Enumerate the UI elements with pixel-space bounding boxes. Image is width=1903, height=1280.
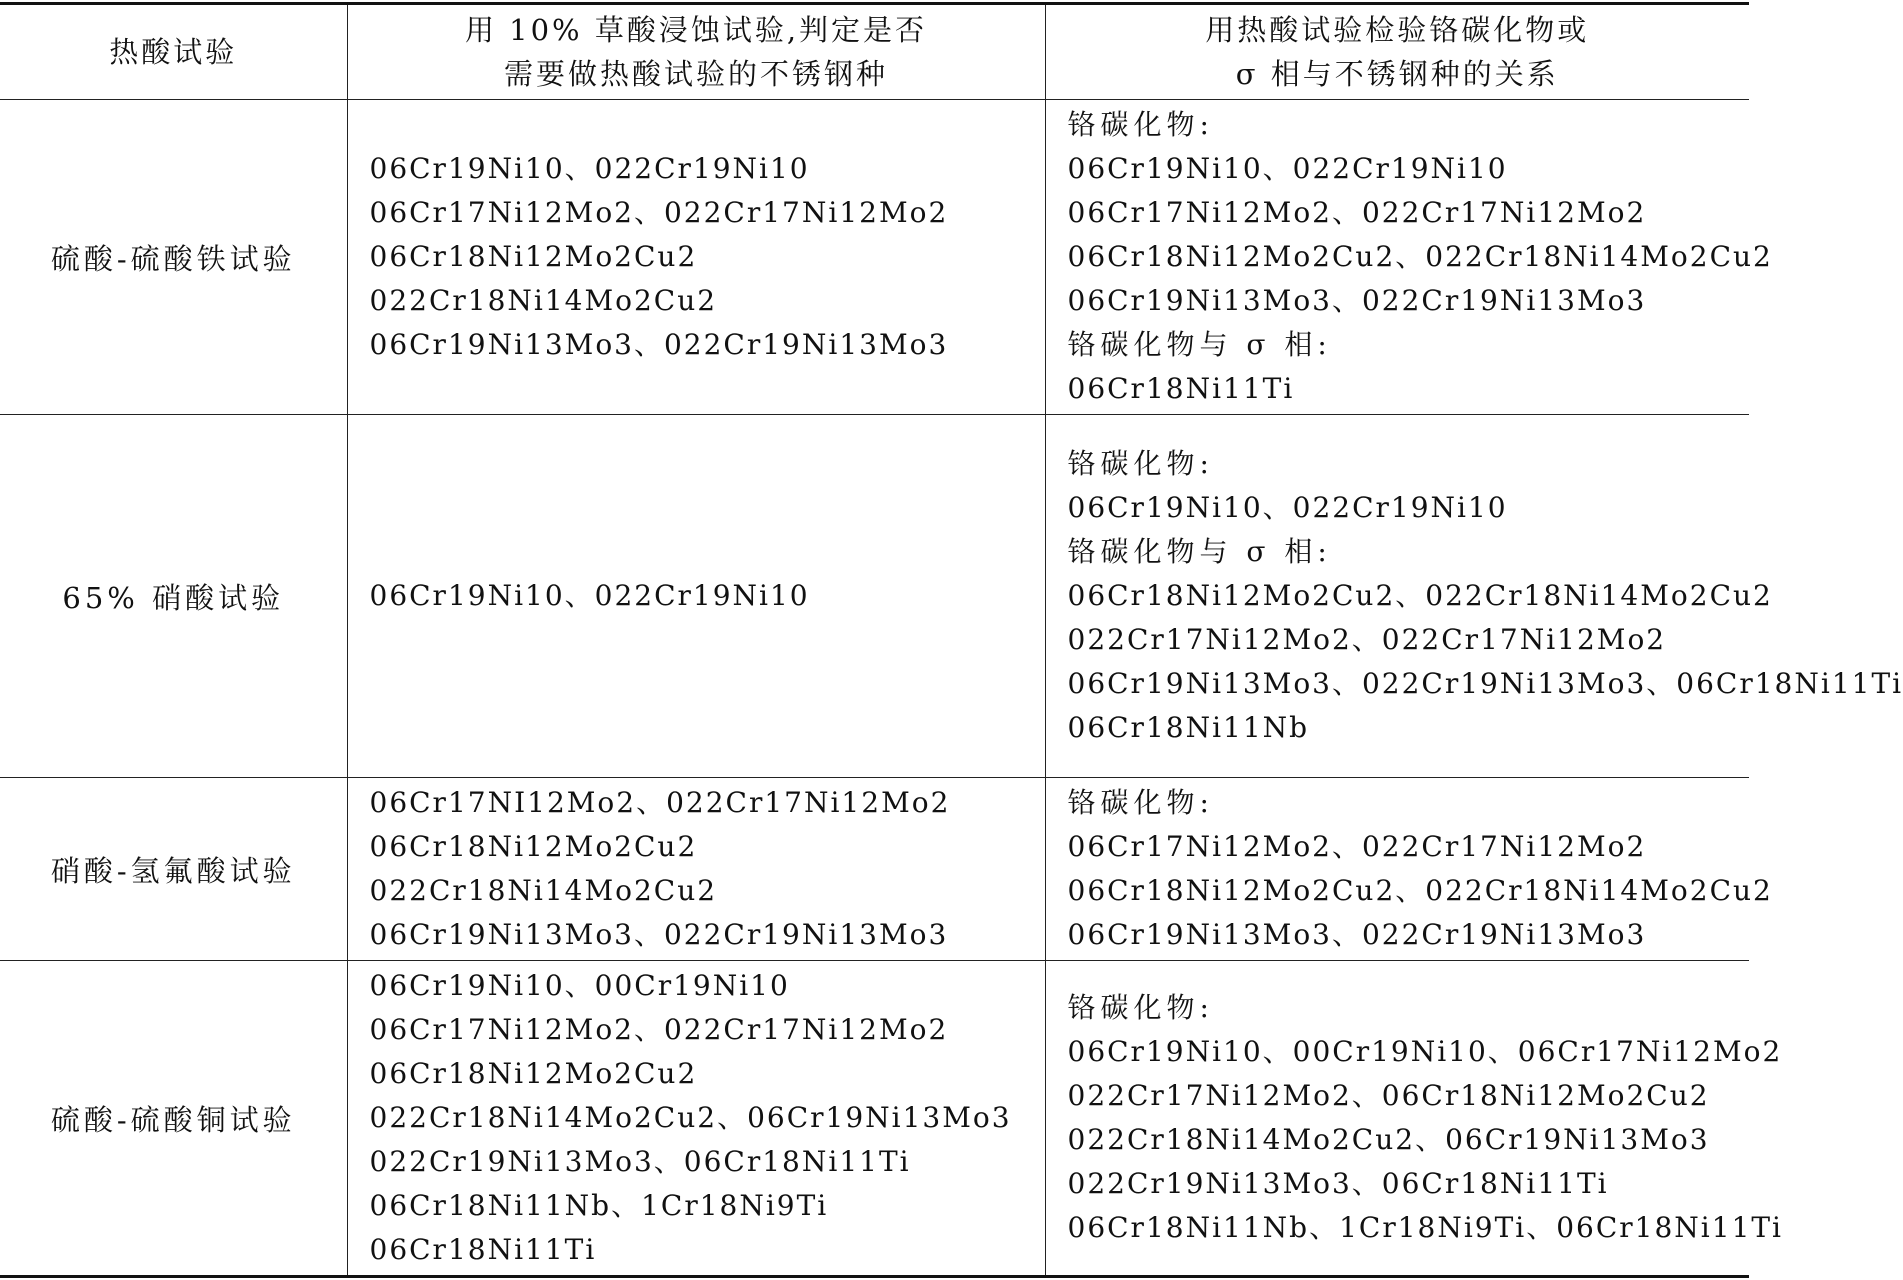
steel-grade-line: 06Cr19Ni13Mo3、022Cr19Ni13Mo3 [369, 918, 949, 951]
steel-grade-line: 06Cr18Ni12Mo2Cu2 [369, 1057, 698, 1090]
test-name: 硝酸-氢氟酸试验 [50, 853, 296, 888]
relation-line: 06Cr19Ni10、022Cr19Ni10 [1067, 491, 1508, 524]
header-col3-line: σ 相与不锈钢种的关系 [1235, 57, 1559, 91]
steel-grade-line: 06Cr19Ni10、022Cr19Ni10 [369, 152, 810, 185]
relation-line: 022Cr17Ni12Mo2、022Cr17Ni12Mo2 [1067, 623, 1667, 656]
steel-grade-line: 022Cr19Ni13Mo3、06Cr18Ni11Ti [369, 1145, 911, 1178]
relation-label: 铬碳化物: [1067, 108, 1214, 141]
relation-line: 022Cr19Ni13Mo3、06Cr18Ni11Ti [1067, 1167, 1609, 1200]
steel-grade-line: 06Cr18Ni12Mo2Cu2 [369, 830, 698, 863]
header-col2-line: 需要做热酸试验的不锈钢种 [503, 57, 888, 91]
steel-grade-line: 06Cr18Ni11Ti [369, 1233, 597, 1266]
table-row [0, 961, 1749, 1277]
table-row [0, 415, 1749, 778]
relation-line: 06Cr18Ni12Mo2Cu2、022Cr18Ni14Mo2Cu2 [1067, 874, 1773, 907]
relation-line: 06Cr17Ni12Mo2、022Cr17Ni12Mo2 [1067, 830, 1647, 863]
relation-line: 06Cr19Ni13Mo3、022Cr19Ni13Mo3、06Cr18Ni11Ti [1067, 667, 1903, 700]
steel-grade-line: 06Cr18Ni11Nb、1Cr18Ni9Ti [369, 1189, 829, 1222]
steel-grade-line: 06Cr17Ni12Mo2、022Cr17Ni12Mo2 [369, 196, 949, 229]
steel-grade-line: 06Cr19Ni10、022Cr19Ni10 [369, 579, 810, 612]
relation-line: 06Cr18Ni12Mo2Cu2、022Cr18Ni14Mo2Cu2 [1067, 579, 1773, 612]
relation-line: 06Cr18Ni12Mo2Cu2、022Cr18Ni14Mo2Cu2 [1067, 240, 1773, 273]
relation-line: 06Cr18Ni11Ti [1067, 372, 1295, 405]
relation-label: 铬碳化物: [1067, 447, 1214, 480]
relation-line: 06Cr17Ni12Mo2、022Cr17Ni12Mo2 [1067, 196, 1647, 229]
table-container [0, 2, 1903, 1278]
header-col1-text: 热酸试验 [109, 35, 238, 69]
steel-list-cell [347, 778, 1045, 961]
steel-list-cell [347, 100, 1045, 415]
relation-line: 022Cr18Ni14Mo2Cu2、06Cr19Ni13Mo3 [1067, 1123, 1710, 1156]
table-row [0, 100, 1749, 415]
steel-grade-line: 06Cr19Ni10、00Cr19Ni10 [369, 969, 790, 1002]
steel-list-cell [347, 961, 1045, 1277]
relation-label: 铬碳化物: [1067, 991, 1214, 1024]
relation-label: 铬碳化物: [1067, 786, 1214, 819]
relation-line: 06Cr19Ni13Mo3、022Cr19Ni13Mo3 [1067, 284, 1647, 317]
steel-grade-line: 06Cr17Ni12Mo2、022Cr17Ni12Mo2 [369, 1013, 949, 1046]
header-row [0, 4, 1749, 100]
steel-grade-line: 06Cr18Ni12Mo2Cu2 [369, 240, 698, 273]
relation-cell [1045, 415, 1903, 778]
steel-grade-line: 06Cr19Ni13Mo3、022Cr19Ni13Mo3 [369, 328, 949, 361]
steel-grade-line: 022Cr18Ni14Mo2Cu2、06Cr19Ni13Mo3 [369, 1101, 1012, 1134]
relation-cell [1045, 778, 1773, 961]
header-col2-line: 用 10% 草酸浸蚀试验,判定是否 [464, 13, 928, 47]
header-relation [1045, 4, 1749, 100]
relation-line: 022Cr17Ni12Mo2、06Cr18Ni12Mo2Cu2 [1067, 1079, 1710, 1112]
test-name: 硫酸-硫酸铁试验 [50, 241, 296, 276]
table-row [0, 778, 1749, 961]
header-col3-line: 用热酸试验检验铬碳化物或 [1205, 13, 1590, 47]
relation-label: 铬碳化物与 σ 相: [1067, 535, 1332, 568]
test-name-cell [0, 100, 347, 415]
steel-grade-line: 022Cr18Ni14Mo2Cu2 [369, 284, 718, 317]
hot-acid-test-table [0, 2, 1903, 1278]
test-name: 65% 硝酸试验 [62, 580, 285, 615]
steel-grade-line: 06Cr17NI12Mo2、022Cr17Ni12Mo2 [369, 786, 951, 819]
relation-line: 06Cr19Ni13Mo3、022Cr19Ni13Mo3 [1067, 918, 1647, 951]
relation-line: 06Cr18Ni11Nb、1Cr18Ni9Ti、06Cr18Ni11Ti [1067, 1211, 1784, 1244]
test-name: 硫酸-硫酸铜试验 [50, 1102, 296, 1137]
steel-grade-line: 022Cr18Ni14Mo2Cu2 [369, 874, 718, 907]
relation-label: 铬碳化物与 σ 相: [1067, 328, 1332, 361]
test-name-cell [0, 961, 347, 1277]
relation-cell [1045, 961, 1784, 1277]
test-name-cell [0, 415, 347, 778]
steel-list-cell [347, 415, 1045, 778]
relation-line: 06Cr18Ni11Nb [1067, 711, 1310, 744]
header-oxalic-screening [347, 4, 1045, 100]
test-name-cell [0, 778, 347, 961]
relation-line: 06Cr19Ni10、022Cr19Ni10 [1067, 152, 1508, 185]
relation-cell [1045, 100, 1773, 415]
header-test-name [0, 4, 347, 100]
relation-line: 06Cr19Ni10、00Cr19Ni10、06Cr17Ni12Mo2 [1067, 1035, 1783, 1068]
